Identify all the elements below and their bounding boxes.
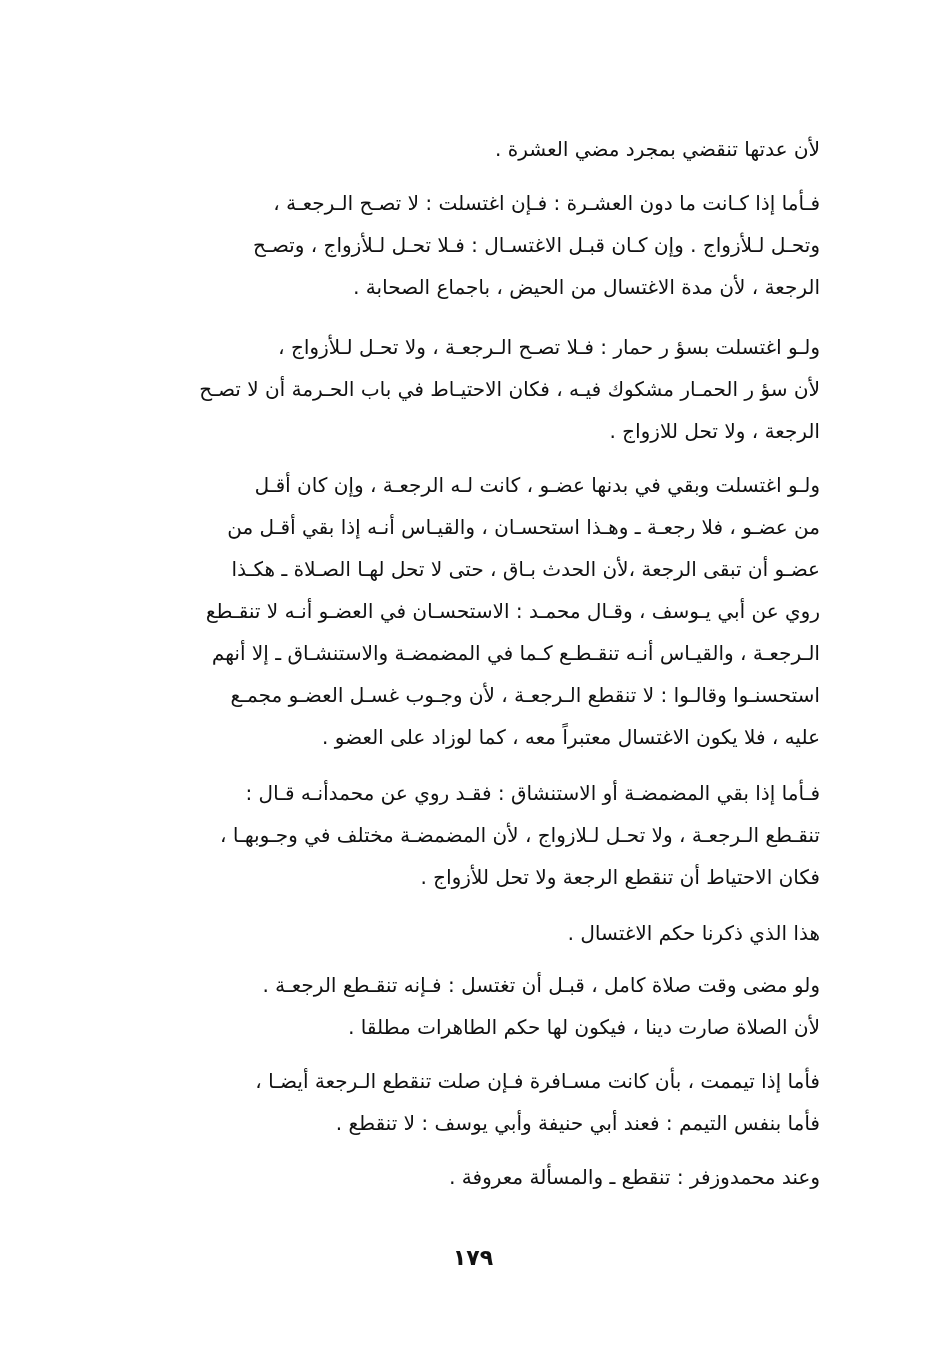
paragraph-3 (166, 326, 820, 452)
paragraph-6 (166, 912, 820, 954)
text-line: لأن عدتها تنقضي بمجرد مضي العشرة . (495, 137, 820, 161)
text-line: وتحـل لـلأزواج . وإن كـان قبـل الاغتسـال : فـلا تحـل لـلأزواج ، وتصـح (253, 233, 820, 257)
text-line: الرجعة ، ولا تحل للازواج . (609, 419, 820, 443)
text-line: هذا الذي ذكرنا حكم الاغتسال . (567, 921, 820, 945)
page-number: ١٧٩ (452, 1246, 494, 1271)
text-line: فأما إذا تيممت ، بأن كانت مسـافرة فـإن صلت تنقطع الـرجعة أيضـا ، (255, 1069, 820, 1093)
text-line: ولو مضى وقت صلاة كامل ، قبـل أن تغتسل : فـإنه تنقـطع الرجعـة . (262, 973, 820, 997)
text-line: عليه ، فلا يكون الاغتسال معتبراً معه ، كما لوزاد على العضو . (322, 725, 820, 749)
paragraph-8 (166, 1060, 820, 1144)
text-line: فأما بنفس التيمم : فعند أبي حنيفة وأبي يوسف : لا تنقطع . (335, 1111, 820, 1135)
paragraph-5 (166, 772, 820, 898)
paragraph-9 (166, 1156, 820, 1198)
text-line: تنقـطع الـرجعـة ، ولا تحـل لـلازواج ، لأن المضمضـة مختلف في وجـوبهـا ، (220, 823, 820, 847)
text-line: فكان الاحتياط أن تنقطع الرجعة ولا تحل للأزواج . (420, 865, 820, 889)
text-line: روي عن أبي يـوسف ، وقـال محمـد : الاستحسـان في العضـو أنـه لا تنقـطع (205, 599, 820, 623)
text-line: فـأما إذا بقي المضمضـة أو الاستنشاق : فقـد روي عن محمدأنـه قـال : (245, 781, 820, 805)
paragraph-7 (166, 964, 820, 1048)
paragraph-4 (166, 464, 820, 758)
text-line: ولـو اغتسلت وبقي في بدنها عضـو ، كانت لـه الرجعـة ، وإن كان أقـل (254, 473, 820, 497)
text-line: وعند محمدوزفر : تنقطع ـ والمسألة معروفة . (449, 1165, 820, 1189)
text-line: الرجعة ، لأن مدة الاغتسال من الحيض ، باجماع الصحابة . (353, 275, 820, 299)
paragraph-1 (166, 128, 820, 170)
text-line: لأن الصلاة صارت دينا ، فيكون لها حكم الطاهرات مطلقا . (348, 1015, 820, 1039)
text-line: من عضـو ، فلا رجعـة ـ وهـذا استحسـان ، والقيـاس أنـه إذا بقي أقـل من (227, 515, 820, 539)
text-line: ولـو اغتسلت بسؤ ر حمار : فـلا تصـح الـرجعـة ، ولا تحـل لـلأزواج ، (278, 335, 820, 359)
text-line: الـرجعـة ، والقيـاس أنـه تنقـطـع كـما في المضمضـة والاستنشـاق ـ إلا أنهم (211, 641, 820, 665)
text-line: عضـو أن تبقى الرجعة ،لأن الحدث بـاق ، حتى لا تحل لهـا الصـلاة ـ هكـذا (231, 557, 820, 581)
text-line: استحسنـوا وقالـوا : لا تنقطع الـرجعـة ، لأن وجـوب غسـل العضـو مجمـع (230, 683, 820, 707)
text-line: فـأما إذا كـانت ما دون العشـرة : فـإن اغتسلت : لا تصـح الـرجعـة ، (273, 191, 820, 215)
text-line: لأن سؤ ر الحمـار مشكوك فيـه ، فكان الاحتيـاط في باب الحـرمة أن لا تصـح (199, 377, 820, 401)
paragraph-2 (166, 182, 820, 308)
